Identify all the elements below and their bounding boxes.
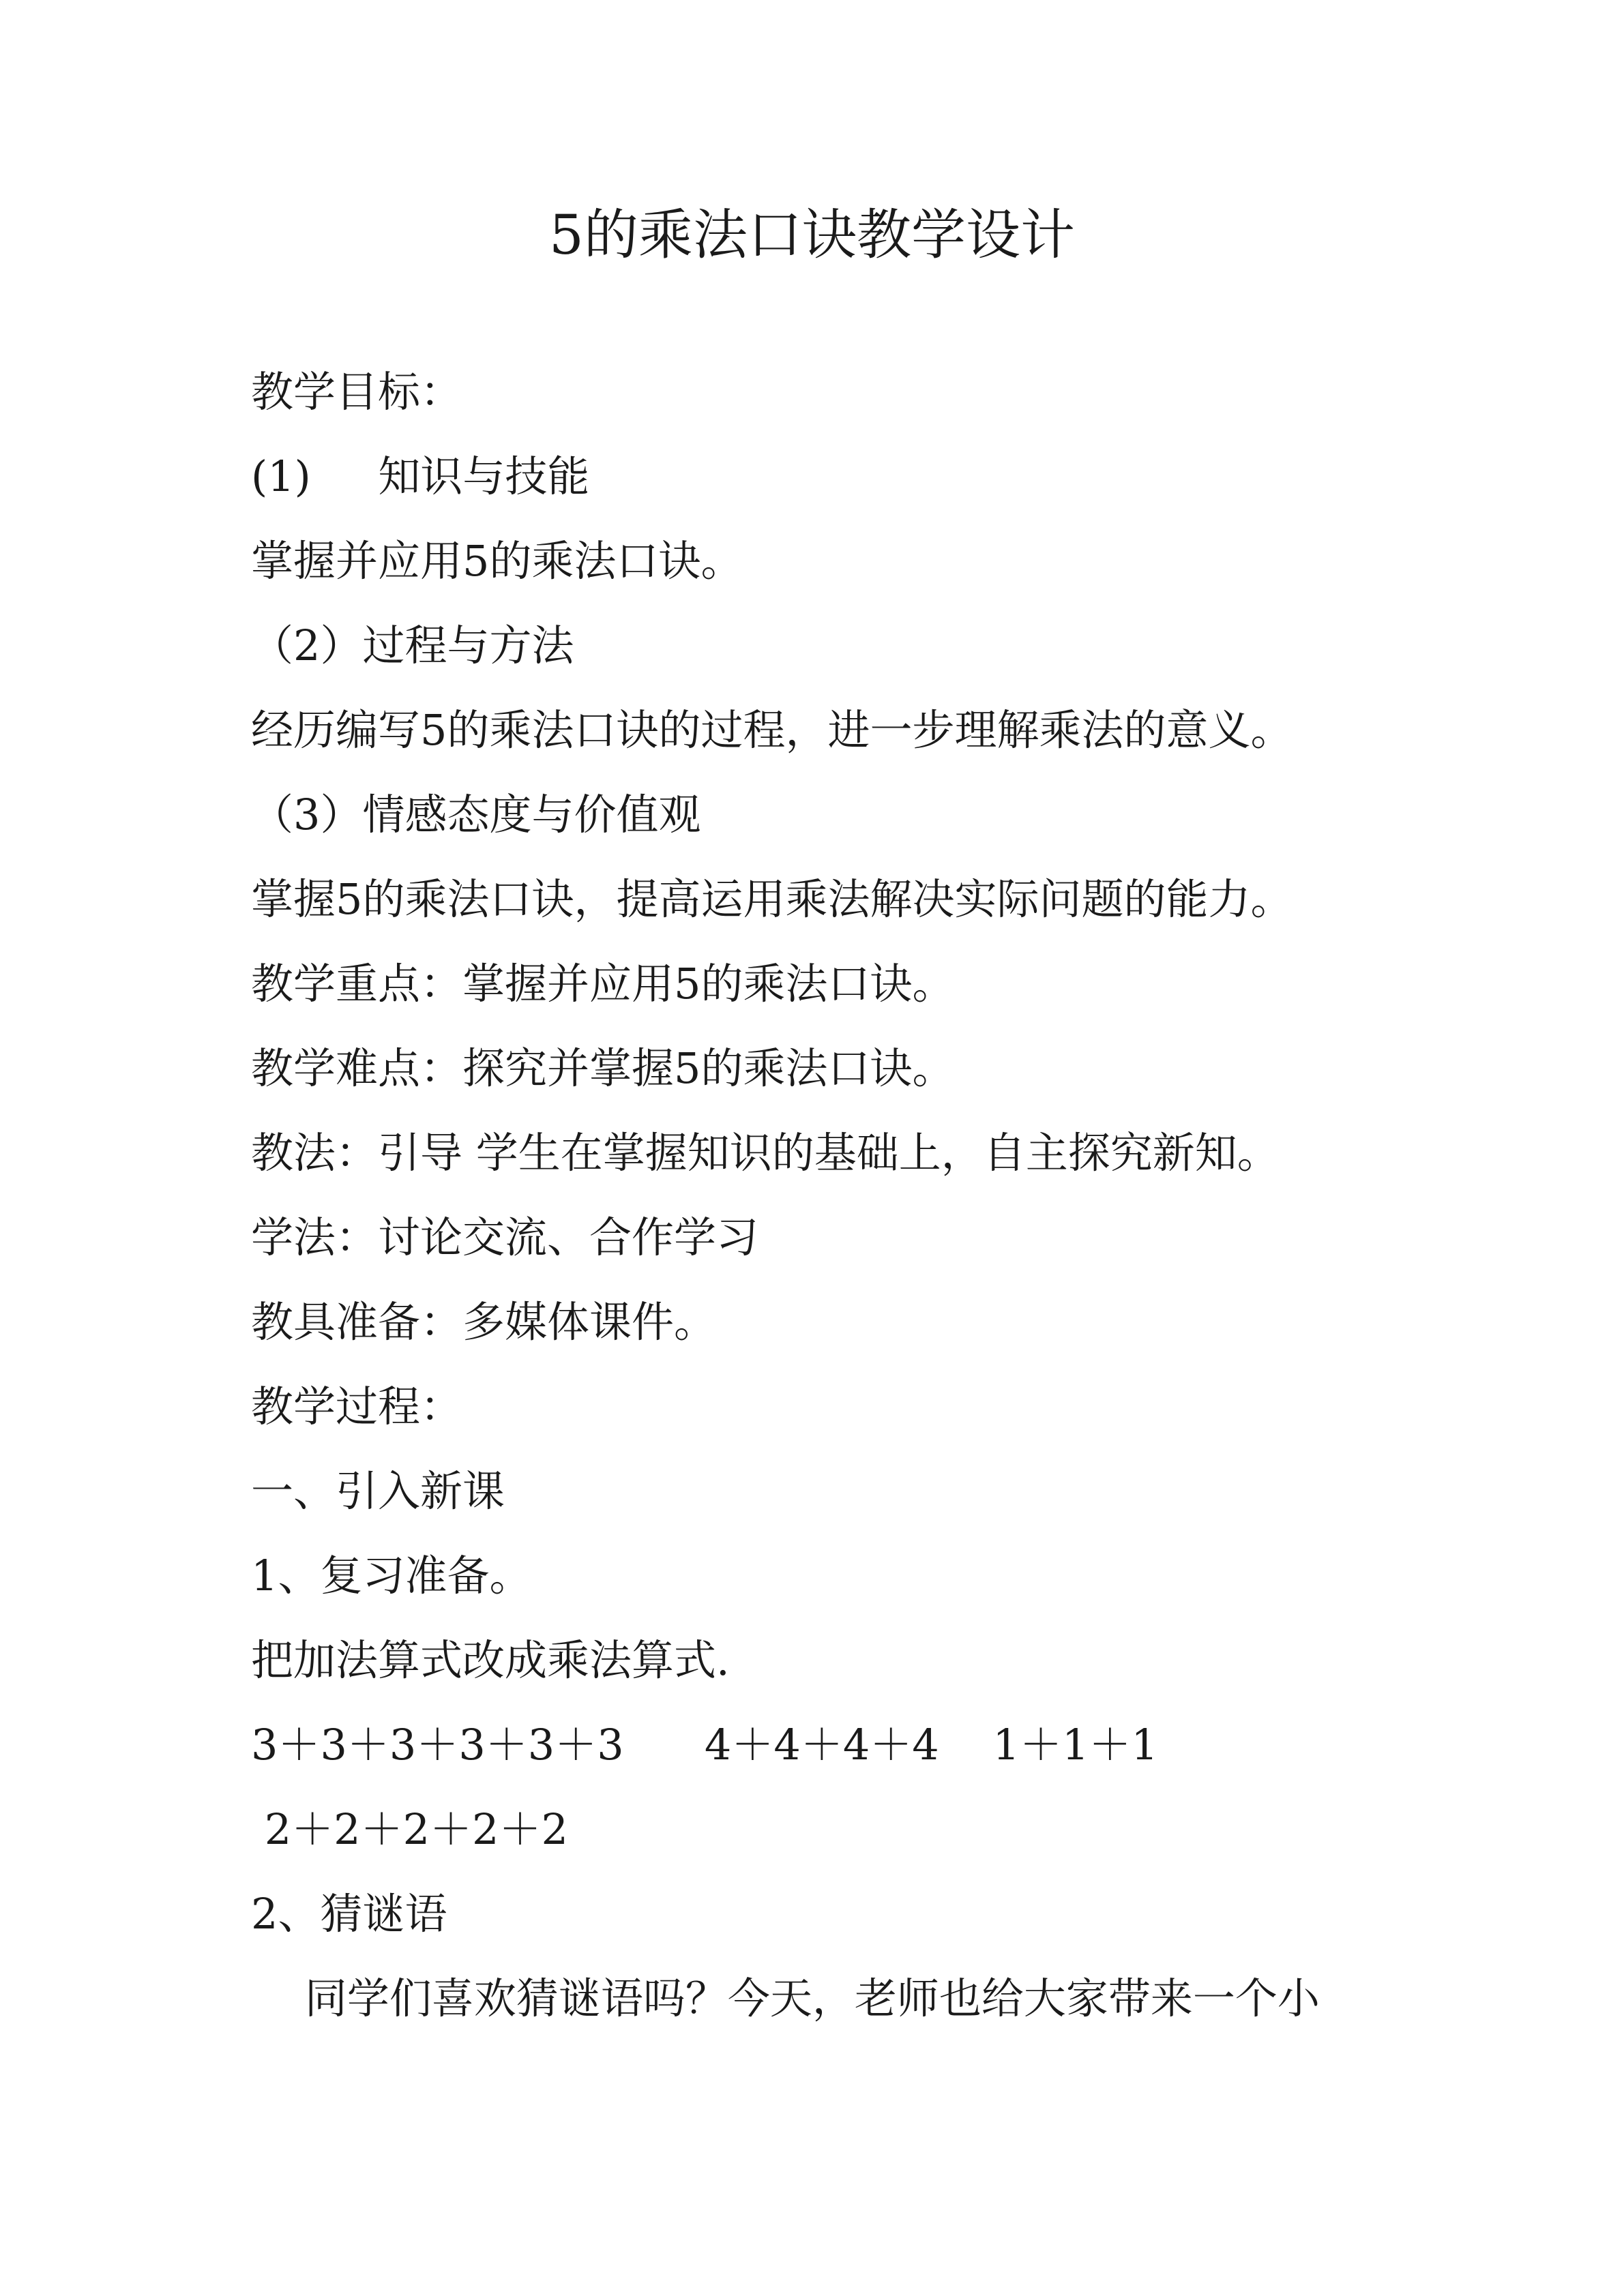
objective-3-text: 掌握5的乘法口诀，提高运用乘法解决实际问题的能力。: [251, 874, 1293, 924]
objective-2-text: 经历编写5的乘法口诀的过程，进一步理解乘法的意义。: [251, 705, 1293, 755]
objective-1-text: 掌握并应用5的乘法口诀。: [251, 536, 743, 586]
document-title: 5的乘法口诀教学设计: [549, 203, 1075, 267]
process-heading: 教学过程：: [251, 1382, 463, 1431]
difficulty: 教学难点：探究并掌握5的乘法口诀。: [251, 1043, 955, 1093]
expression-row-2: 2＋2＋2＋2＋2: [251, 1804, 568, 1854]
step-1-text: 把加法算式改成乘法算式.: [251, 1635, 730, 1685]
objective-1-heading: (1) 知识与技能: [251, 451, 590, 501]
objective-2-heading: （2）过程与方法: [251, 621, 574, 670]
learning-method: 学法：讨论交流、合作学习: [251, 1212, 759, 1262]
teaching-method: 教法：引导 学生在掌握知识的基础上，自主探究新知。: [251, 1128, 1280, 1178]
key-point: 教学重点：掌握并应用5的乘法口诀。: [251, 959, 955, 1009]
step-2-heading: 2、猜谜语: [251, 1889, 447, 1939]
step-1-heading: 1、复习准备。: [251, 1551, 532, 1600]
objectives-heading: 教学目标：: [251, 367, 463, 417]
materials: 教具准备：多媒体课件。: [251, 1297, 717, 1347]
section-1-heading: 一、引入新课: [251, 1466, 505, 1516]
step-2-text: 同学们喜欢猜谜语吗？今天，老师也给大家带来一个小: [251, 1973, 1320, 2023]
expression-row-1: 3＋3＋3＋3＋3＋3 4＋4＋4＋4 1＋1＋1: [251, 1720, 1158, 1770]
objective-3-heading: （3）情感态度与价值观: [251, 790, 701, 839]
